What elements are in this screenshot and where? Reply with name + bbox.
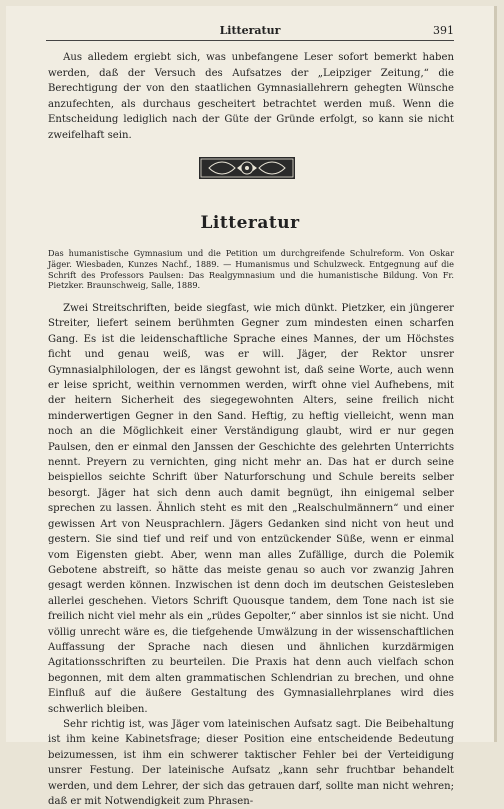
page-number: 391: [433, 24, 454, 37]
review-body: [48, 301, 454, 809]
decorative-ornament: [199, 157, 295, 179]
running-title: Litteratur: [219, 24, 281, 37]
paragraph-2: Sehr richtig ist, was Jäger vom lateinischen Aufsatz sagt. Die Beibehaltung ist ihm keine Kabinetsfrage; dieser Position eine entscheidende Bedeutung beizumessen, ist ihm ein schwerer taktischer Fehler bei der Verteidigung unsrer Festung. Der lateinische Aufsatz „kann sehr fruchtbar behandelt werden, und dem Lehrer, der sich das getrauen darf, sollte man nicht wehren; daß er mit Notwendigkeit zum Phrasen-: [48, 718, 454, 807]
book-citation: [48, 248, 454, 291]
book-page: [6, 6, 497, 807]
section-heading: Litteratur: [200, 213, 300, 233]
running-header: [46, 20, 454, 40]
intro-section: [48, 50, 454, 143]
intro-paragraph: Aus alledem ergiebt sich, was unbefangene Leser sofort bemerkt haben werden, daß der Versuch des Aufsatzes der „Leipziger Zeitung,“ die Berechtigung der von den staatlichen Gymnasiallehrern gehegten Wünsche anzufechten, als durchaus gescheitert betrachtet werden muß. Wenn die Entscheidung lediglich nach der Güte der Gründe erfolgt, so kann sie nicht zweifelhaft sein.: [48, 52, 454, 141]
citation-text: Das humanistische Gymnasium und die Petition um durchgreifende Schulreform. Von Oskar Jäger. Wiesbaden, Kunzes Nachf., 1889. — Humanismus und Schulzweck. Entgegnung auf die Schrift des Professors Paulsen: Das Realgymnasium und die humanistische Bildung. Von Fr. Pietzker. Braunschweig, Salle, 1889.: [48, 248, 454, 291]
paragraph-1: Zwei Streitschriften, beide siegfast, wie mich dünkt. Pietzker, ein jüngerer Streiter, liefert seinem berühmten Gegner zum mindesten einen scharfen Gang. Es ist die leidenschaftliche Sprache eines Mannes, der um Höchstes ficht und genau weiß, was er will. Jäger, der Rektor unsrer Gymnasialphilologen, der es längst gewohnt ist, daß seine Worte, auch wenn er leise spricht, weithin vernommen werden, wirft ohne viel Aufhebens, mit der heitern Sicherheit des siegegewohnten Alters, seine freilich nicht minderwertigen Gegner in den Sand. Heftig, zu heftig vielleicht, wenn man noch an die Möglichkeit einer Verständigung glaubt, wird er nur gegen Paulsen, den er einmal den Janssen der Geschichte des gelehrten Unterrichts nennt. Preyern zu vernichten, ging nicht mehr an. Das hat er durch seine beispiellos seichte Schrift über Naturforschung und Schule bereits selber besorgt. Jäger hat sich denn auch damit begnügt, ihn einigemal selber sprechen zu lassen. Ähnlich steht es mit den „Realschulmännern“ und einer gewissen Art von Neusprachlern. Jägers Gedanken sind nicht von heut und gestern. Sie sind tief und reif und von entzückender Süße, wenn er einmal vom Eigensten giebt. Aber, wenn man alles Zufällige, durch die Polemik Gebotene abstreift, so hätte das meiste genau so auch vor zwanzig Jahren gesagt werden können. Inzwischen ist denn doch im deutschen Geistesleben allerlei geschehen. Vietors Schrift Quousque tandem, dem Tone nach ist sie freilich nicht viel mehr als ein „rüdes Gepolter,“ aber sinnlos ist sie nicht. Und völlig unrecht wäre es, die tiefgehende Umwälzung in der wissenschaftlichen Auffassung der Sprache nach diesen und ähnlichen kurzdärmigen Agitationsschriften zu beurteilen. Die Praxis hat denn auch vielfach schon begonnen, mit dem alten grammatischen Schlendrian zu brechen, und ohne Einfluß auf die äußere Gestaltung des Gymnasiallehrplanes wird dies schwerlich bleiben.: [48, 303, 454, 715]
header-rule: [46, 40, 454, 41]
